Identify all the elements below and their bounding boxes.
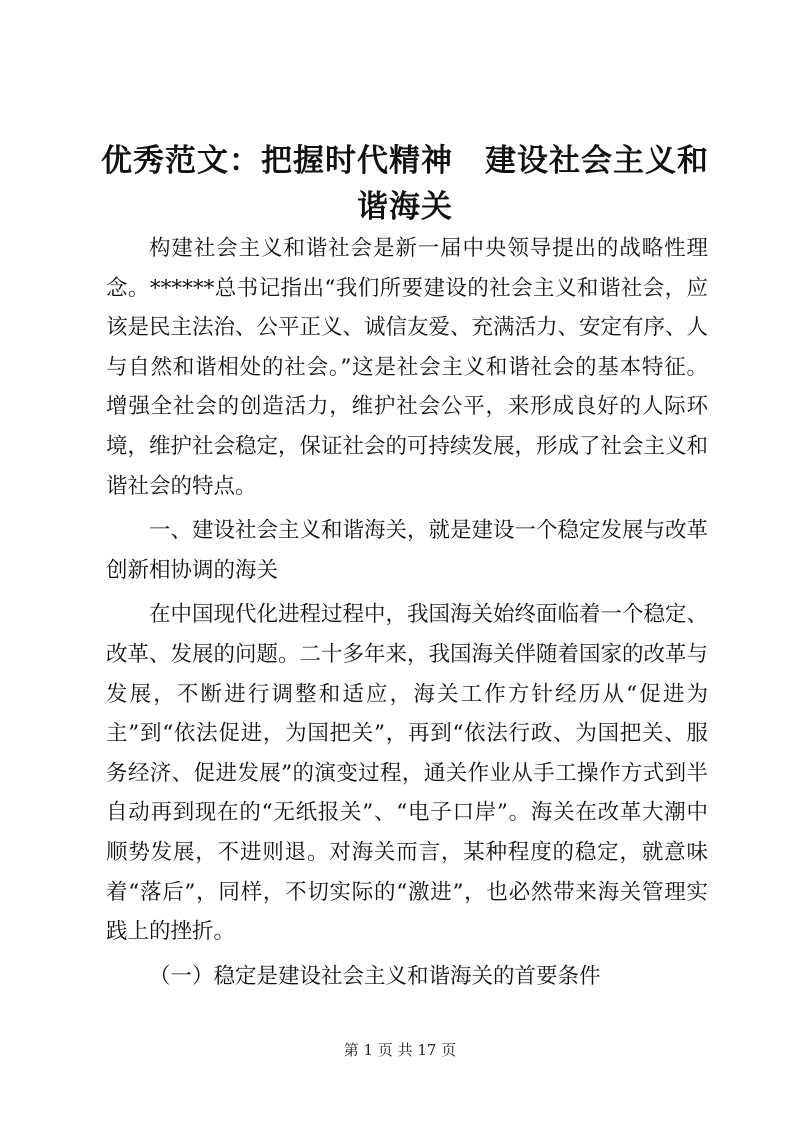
document-body [106, 229, 708, 996]
page-number-footer: 第 1 页 共 17 页 [343, 1041, 457, 1059]
paragraph-intro: 构建社会主义和谐社会是新一届中央领导提出的战略性理念。******总书记指出“我们所要建设的社会主义和谐社会，应该是民主法治、公平正义、诚信友爱、充满活力、安定有序、人与自然和谐相处的社会。”这是社会主义和谐社会的基本特征。增强全社会的创造活力，维护社会公平，来形成良好的人际环境，维护社会稳定，保证社会的可持续发展，形成了社会主义和谐社会的特点。 [106, 236, 709, 499]
subsection-heading-1: （一）稳定是建设社会主义和谐海关的首要条件 [149, 963, 601, 989]
section-heading-1: 一、建设社会主义和谐海关，就是建设一个稳定发展与改革创新相协调的海关 [106, 518, 709, 583]
paragraph-section-1: 在中国现代化进程过程中，我国海关始终面临着一个稳定、改革、发展的问题。二十多年来，我国海关伴随着国家的改革与发展，不断进行调整和适应，海关工作方针经历从“促进为主”到“依法促进，为国把关”，再到“依法行政、为国把关、服务经济、促进发展”的演变过程，通关作业从手工操作方式到半自动再到现在的“无纸报关”、“电子口岸”。海关在改革大潮中顺势发展，不进则退。对海关而言，某种程度的稳定，就意味着“落后”，同样，不切实际的“激进”，也必然带来海关管理实践上的挫折。 [106, 602, 709, 945]
document-title: 优秀范文：把握时代精神 建设社会主义和谐海关 [101, 143, 709, 225]
